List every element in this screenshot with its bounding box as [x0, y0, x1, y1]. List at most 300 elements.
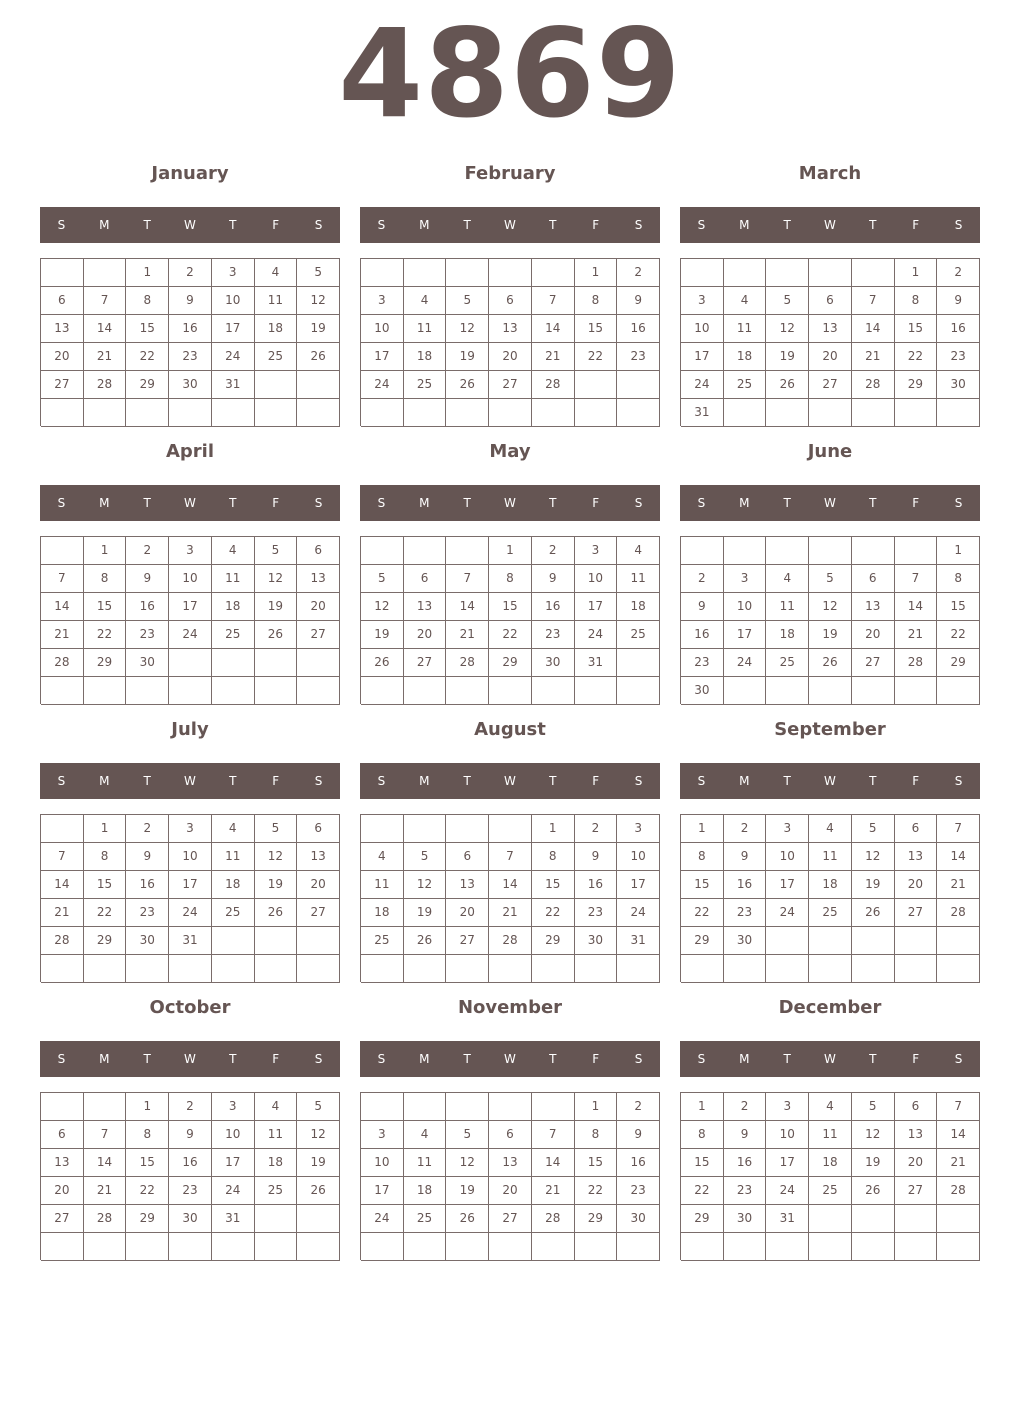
day-cell: 13 [297, 565, 340, 593]
day-cell: 17 [212, 1149, 255, 1177]
day-cell: 31 [766, 1205, 809, 1233]
day-cell: 6 [404, 565, 447, 593]
day-cell: 6 [297, 815, 340, 843]
day-cell: 27 [297, 899, 340, 927]
month-title: December [778, 997, 882, 1018]
day-cell: 23 [937, 343, 980, 371]
day-cell: 6 [446, 843, 489, 871]
weekday-label: F [592, 496, 600, 510]
weekday-label: T [869, 1052, 877, 1066]
day-cell: 22 [575, 1177, 618, 1205]
day-cell [446, 537, 489, 565]
day-cell: 3 [361, 1121, 404, 1149]
day-cell [895, 927, 938, 955]
day-cell: 22 [489, 621, 532, 649]
day-cell: 20 [852, 621, 895, 649]
weekday-label: S [314, 774, 323, 788]
day-cell: 18 [766, 621, 809, 649]
day-cell [297, 955, 340, 983]
day-cell: 21 [84, 1177, 127, 1205]
day-cell [446, 955, 489, 983]
day-cell: 8 [126, 287, 169, 315]
weekday-label: S [954, 496, 963, 510]
day-cell [361, 537, 404, 565]
day-cell [255, 927, 298, 955]
day-cell: 30 [575, 927, 618, 955]
day-cell: 5 [446, 1121, 489, 1149]
day-cell: 20 [41, 343, 84, 371]
weekday-label: T [143, 1052, 151, 1066]
day-cell: 17 [617, 871, 660, 899]
day-cell [895, 1233, 938, 1261]
day-cell [895, 955, 938, 983]
day-cell [937, 677, 980, 705]
day-cell [852, 927, 895, 955]
month-title: May [489, 441, 531, 462]
day-cell: 29 [126, 371, 169, 399]
day-cell: 18 [809, 871, 852, 899]
day-cell: 13 [41, 315, 84, 343]
day-cell [404, 399, 447, 427]
day-cell: 22 [532, 899, 575, 927]
weekday-label: F [272, 496, 280, 510]
day-cell: 25 [766, 649, 809, 677]
day-cell [766, 927, 809, 955]
weekday-header [40, 207, 340, 243]
day-cell [575, 677, 618, 705]
day-cell [446, 815, 489, 843]
day-cell: 19 [255, 871, 298, 899]
day-cell: 6 [852, 565, 895, 593]
weekday-label: T [783, 1052, 791, 1066]
day-cell: 22 [681, 899, 724, 927]
weekday-label: M [739, 496, 750, 510]
day-cell: 12 [809, 593, 852, 621]
day-cell [212, 399, 255, 427]
day-cell: 19 [852, 1149, 895, 1177]
day-cell: 5 [766, 287, 809, 315]
day-cell [126, 399, 169, 427]
day-cell: 2 [532, 537, 575, 565]
day-cell: 24 [212, 1177, 255, 1205]
day-cell: 16 [617, 315, 660, 343]
month-title: March [798, 163, 862, 184]
day-cell: 11 [766, 593, 809, 621]
day-cell [724, 399, 767, 427]
day-cell: 31 [617, 927, 660, 955]
weekday-header [40, 1041, 340, 1077]
weekday-label: S [314, 496, 323, 510]
day-cell: 26 [255, 621, 298, 649]
day-cell: 28 [852, 371, 895, 399]
day-cell [446, 677, 489, 705]
day-cell: 4 [404, 287, 447, 315]
month-title: November [457, 997, 563, 1018]
day-cell: 27 [446, 927, 489, 955]
day-cell: 2 [169, 1093, 212, 1121]
day-cell: 1 [84, 537, 127, 565]
day-cell: 30 [617, 1205, 660, 1233]
day-cell: 17 [724, 621, 767, 649]
day-cell: 1 [126, 1093, 169, 1121]
day-cell: 8 [126, 1121, 169, 1149]
day-cell: 25 [212, 899, 255, 927]
day-cell: 7 [532, 1121, 575, 1149]
day-cell: 3 [169, 815, 212, 843]
day-cell [809, 1205, 852, 1233]
day-cell: 24 [681, 371, 724, 399]
weekday-label: F [592, 218, 600, 232]
day-cell [681, 955, 724, 983]
day-cell [766, 399, 809, 427]
month-title: April [165, 441, 215, 462]
day-cell: 11 [255, 1121, 298, 1149]
year-title: 4869 [338, 3, 682, 145]
day-cell: 23 [617, 343, 660, 371]
weekday-label: S [377, 1052, 386, 1066]
day-grid [680, 1092, 980, 1260]
day-cell [937, 399, 980, 427]
day-cell: 22 [84, 621, 127, 649]
day-cell: 31 [169, 927, 212, 955]
day-cell: 10 [361, 315, 404, 343]
day-cell [361, 259, 404, 287]
day-cell: 12 [297, 1121, 340, 1149]
day-cell: 29 [681, 927, 724, 955]
day-cell: 11 [404, 1149, 447, 1177]
weekday-label: W [504, 496, 516, 510]
day-cell: 1 [681, 815, 724, 843]
day-cell [895, 399, 938, 427]
weekday-label: T [143, 496, 151, 510]
day-cell [84, 677, 127, 705]
day-cell: 6 [895, 1093, 938, 1121]
day-cell: 26 [404, 927, 447, 955]
weekday-label: M [419, 218, 430, 232]
day-cell [169, 649, 212, 677]
day-cell: 10 [169, 565, 212, 593]
day-cell [41, 537, 84, 565]
day-cell: 10 [575, 565, 618, 593]
day-cell [41, 1233, 84, 1261]
day-cell: 17 [212, 315, 255, 343]
day-cell: 9 [617, 287, 660, 315]
day-cell: 16 [617, 1149, 660, 1177]
day-cell: 11 [724, 315, 767, 343]
day-cell: 28 [446, 649, 489, 677]
day-cell: 28 [895, 649, 938, 677]
day-cell: 9 [617, 1121, 660, 1149]
day-cell: 12 [852, 843, 895, 871]
weekday-label: W [824, 496, 836, 510]
day-cell: 5 [255, 537, 298, 565]
day-cell: 18 [404, 343, 447, 371]
day-cell [617, 399, 660, 427]
day-cell: 11 [404, 315, 447, 343]
day-cell: 24 [212, 343, 255, 371]
day-cell [297, 677, 340, 705]
day-cell [766, 955, 809, 983]
day-cell [681, 1233, 724, 1261]
day-cell [575, 955, 618, 983]
day-cell [852, 259, 895, 287]
day-cell: 15 [532, 871, 575, 899]
day-cell: 14 [532, 1149, 575, 1177]
day-cell: 11 [212, 565, 255, 593]
day-cell: 20 [489, 343, 532, 371]
day-cell: 8 [575, 1121, 618, 1149]
weekday-label: S [314, 218, 323, 232]
weekday-label: W [824, 1052, 836, 1066]
day-cell: 11 [212, 843, 255, 871]
day-cell: 3 [212, 1093, 255, 1121]
weekday-header [360, 207, 660, 243]
day-cell: 26 [255, 899, 298, 927]
day-cell [681, 537, 724, 565]
day-cell: 2 [126, 537, 169, 565]
day-cell: 5 [361, 565, 404, 593]
day-cell [446, 1233, 489, 1261]
day-cell: 2 [724, 815, 767, 843]
day-cell: 18 [361, 899, 404, 927]
day-cell: 2 [724, 1093, 767, 1121]
month-title: June [807, 441, 853, 462]
day-cell [489, 955, 532, 983]
month-title: July [171, 719, 209, 740]
day-cell: 27 [489, 371, 532, 399]
weekday-label: W [184, 774, 196, 788]
day-cell: 24 [766, 1177, 809, 1205]
month-title: August [474, 719, 546, 740]
day-cell: 30 [724, 927, 767, 955]
day-cell: 27 [895, 899, 938, 927]
day-cell: 3 [361, 287, 404, 315]
day-cell: 6 [895, 815, 938, 843]
weekday-label: F [272, 1052, 280, 1066]
day-grid [360, 536, 660, 704]
day-cell: 31 [212, 1205, 255, 1233]
day-cell [404, 677, 447, 705]
weekday-label: T [869, 218, 877, 232]
day-cell: 19 [297, 1149, 340, 1177]
weekday-label: T [143, 218, 151, 232]
weekday-label: T [549, 496, 557, 510]
day-cell [169, 399, 212, 427]
day-cell [404, 1233, 447, 1261]
day-cell [937, 1205, 980, 1233]
day-cell: 21 [41, 621, 84, 649]
day-cell: 7 [84, 287, 127, 315]
day-cell: 2 [937, 259, 980, 287]
weekday-header [40, 763, 340, 799]
day-cell: 26 [766, 371, 809, 399]
day-cell: 7 [852, 287, 895, 315]
day-cell: 12 [766, 315, 809, 343]
day-cell: 4 [361, 843, 404, 871]
day-cell: 30 [724, 1205, 767, 1233]
day-cell: 6 [297, 537, 340, 565]
day-cell: 20 [446, 899, 489, 927]
day-cell: 1 [575, 1093, 618, 1121]
day-cell: 11 [809, 843, 852, 871]
day-cell: 19 [361, 621, 404, 649]
day-cell: 6 [41, 287, 84, 315]
day-cell: 30 [126, 649, 169, 677]
weekday-label: W [184, 218, 196, 232]
weekday-label: S [57, 496, 66, 510]
day-cell: 4 [212, 815, 255, 843]
day-cell: 9 [681, 593, 724, 621]
day-cell [575, 371, 618, 399]
weekday-label: F [912, 218, 920, 232]
day-cell: 25 [255, 1177, 298, 1205]
weekday-label: W [184, 496, 196, 510]
day-grid [40, 536, 340, 704]
day-cell [809, 955, 852, 983]
day-cell: 30 [681, 677, 724, 705]
day-cell: 10 [212, 1121, 255, 1149]
day-cell: 14 [532, 315, 575, 343]
day-cell: 13 [446, 871, 489, 899]
day-cell: 25 [404, 1205, 447, 1233]
day-cell: 26 [852, 1177, 895, 1205]
day-cell: 16 [169, 1149, 212, 1177]
weekday-header [680, 763, 980, 799]
day-cell [937, 927, 980, 955]
day-cell: 24 [169, 621, 212, 649]
day-cell: 5 [255, 815, 298, 843]
day-cell: 8 [937, 565, 980, 593]
day-cell [724, 677, 767, 705]
day-cell [41, 677, 84, 705]
day-cell: 28 [532, 1205, 575, 1233]
day-cell: 15 [126, 1149, 169, 1177]
day-cell [489, 399, 532, 427]
day-cell: 17 [361, 343, 404, 371]
day-cell [575, 399, 618, 427]
day-cell: 22 [575, 343, 618, 371]
day-cell: 30 [532, 649, 575, 677]
day-cell: 10 [724, 593, 767, 621]
day-cell [126, 1233, 169, 1261]
month-title: October [149, 997, 231, 1018]
weekday-label: S [634, 218, 643, 232]
day-cell: 13 [489, 315, 532, 343]
day-cell: 23 [169, 343, 212, 371]
weekday-label: S [697, 496, 706, 510]
day-cell: 23 [126, 621, 169, 649]
day-cell: 15 [84, 871, 127, 899]
day-cell: 25 [724, 371, 767, 399]
day-grid [360, 1092, 660, 1260]
day-cell: 3 [617, 815, 660, 843]
day-cell: 5 [809, 565, 852, 593]
day-cell: 14 [937, 843, 980, 871]
day-cell: 26 [446, 371, 489, 399]
day-cell: 22 [84, 899, 127, 927]
day-cell: 20 [297, 871, 340, 899]
weekday-label: M [739, 774, 750, 788]
day-cell: 24 [766, 899, 809, 927]
day-cell [532, 677, 575, 705]
weekday-label: S [954, 218, 963, 232]
day-cell: 18 [809, 1149, 852, 1177]
day-cell: 25 [809, 899, 852, 927]
weekday-header [680, 207, 980, 243]
day-cell: 3 [575, 537, 618, 565]
day-cell: 4 [404, 1121, 447, 1149]
weekday-label: M [99, 1052, 110, 1066]
day-cell: 3 [766, 815, 809, 843]
weekday-label: W [824, 774, 836, 788]
day-cell: 27 [809, 371, 852, 399]
weekday-label: T [783, 496, 791, 510]
weekday-label: S [697, 218, 706, 232]
day-cell [126, 677, 169, 705]
day-cell: 18 [724, 343, 767, 371]
day-cell: 21 [532, 343, 575, 371]
day-cell [532, 399, 575, 427]
day-cell: 7 [895, 565, 938, 593]
day-cell: 13 [297, 843, 340, 871]
day-cell: 10 [617, 843, 660, 871]
day-cell [852, 1233, 895, 1261]
weekday-label: S [697, 774, 706, 788]
day-cell: 1 [84, 815, 127, 843]
day-cell: 15 [126, 315, 169, 343]
weekday-label: S [377, 774, 386, 788]
day-cell [489, 1233, 532, 1261]
day-cell: 23 [724, 1177, 767, 1205]
day-cell: 1 [575, 259, 618, 287]
day-cell [617, 649, 660, 677]
day-cell [41, 955, 84, 983]
day-cell [361, 815, 404, 843]
day-cell: 10 [169, 843, 212, 871]
day-cell: 20 [41, 1177, 84, 1205]
day-cell: 6 [809, 287, 852, 315]
day-cell: 7 [532, 287, 575, 315]
day-cell [361, 1233, 404, 1261]
day-cell [809, 677, 852, 705]
day-cell [766, 677, 809, 705]
day-cell: 25 [617, 621, 660, 649]
day-cell [809, 537, 852, 565]
day-cell [852, 677, 895, 705]
day-cell: 29 [895, 371, 938, 399]
weekday-label: M [419, 496, 430, 510]
day-cell: 8 [895, 287, 938, 315]
day-cell: 15 [84, 593, 127, 621]
day-cell: 7 [84, 1121, 127, 1149]
day-cell [446, 259, 489, 287]
day-cell: 10 [681, 315, 724, 343]
day-cell [169, 955, 212, 983]
day-cell [404, 815, 447, 843]
day-cell: 10 [361, 1149, 404, 1177]
day-cell [361, 955, 404, 983]
day-cell [446, 399, 489, 427]
day-cell: 3 [212, 259, 255, 287]
weekday-label: W [184, 1052, 196, 1066]
day-cell: 13 [489, 1149, 532, 1177]
day-cell: 24 [169, 899, 212, 927]
day-cell [895, 677, 938, 705]
day-cell: 28 [84, 371, 127, 399]
day-cell [84, 1093, 127, 1121]
day-cell: 6 [489, 287, 532, 315]
day-cell: 30 [169, 371, 212, 399]
